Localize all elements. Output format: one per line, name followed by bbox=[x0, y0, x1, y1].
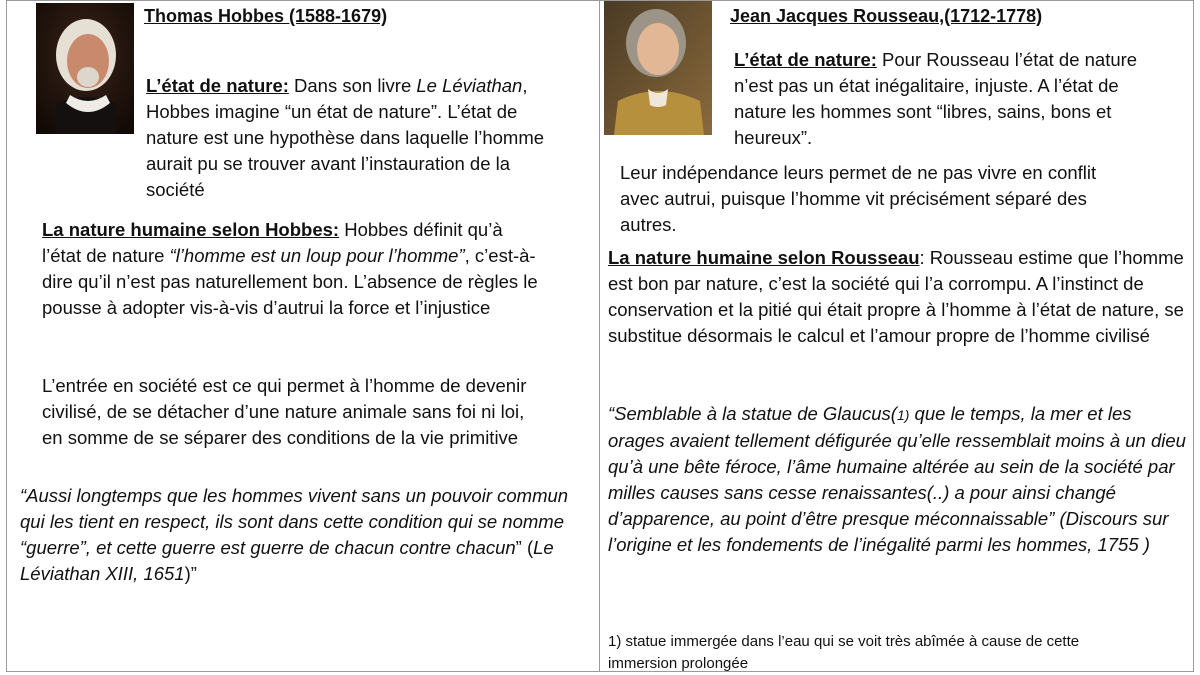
hobbes-societe: L’entrée en société est ce qui permet à l’homme de devenir civilisé, de se détacher d’une nature animale sans foi ni loi, en somme de se séparer des conditions de la vie primitive bbox=[42, 375, 527, 448]
column-divider bbox=[599, 0, 600, 672]
rousseau-portrait bbox=[604, 1, 712, 135]
footnote-ref: 1) bbox=[896, 407, 910, 423]
hobbes-nature-humaine: La nature humaine selon Hobbes: Hobbes définit qu’à l’état de nature “l’homme est un loup pour l’homme”, c’est-à-dire qu’il n’est pas naturellement bon. L’absence de règles le pousse à adopter vis-à-vis d’autrui la force et l’injustice bbox=[42, 219, 538, 318]
rousseau-nature-label: La nature humaine selon Rousseau bbox=[608, 247, 920, 268]
hobbes-nature-label: La nature humaine selon Hobbes: bbox=[42, 219, 340, 240]
rousseau-citation: “Semblable à la statue de Glaucus(1) que le temps, la mer et les orages avaient tellement défigurée qu’elle ressemblait moins à un dieu qu’à une bête féroce, l’âme humaine altérée au sein de la société par milles causes sans cesse renaissantes(..) a pour ainsi changé d’apparence, au point d’être presque méconnaissable” (Discours sur l’origine et les fondements de l’inégalité parmi les hommes, 1755 ) bbox=[608, 403, 1186, 555]
hobbes-etat-de-nature: L’état de nature: Dans son livre Le Léviathan, Hobbes imagine “un état de nature”. L’état de nature est une hypothèse dans laquelle l’homme aurait pu se trouver avant l’instauration de la société bbox=[146, 75, 545, 200]
hobbes-citation-source: Le Léviathan XIII, 1651 bbox=[20, 537, 554, 584]
rousseau-title: Jean Jacques Rousseau,(1712-1778) bbox=[730, 6, 1043, 26]
rousseau-etat-de-nature: L’état de nature: Pour Rousseau l’état de nature n’est pas un état inégalitaire, injuste. A l’état de nature les hommes sont “libres, sains, bons et heureux”. bbox=[734, 49, 1138, 148]
rousseau-independance: Leur indépendance leurs permet de ne pas vivre en conflit avec autrui, puisque l’homme vit précisément séparé des autres. bbox=[620, 162, 1097, 235]
hobbes-etat-label: L’état de nature: bbox=[146, 75, 289, 96]
rousseau-nature-humaine: La nature humaine selon Rousseau: Rousseau estime que l’homme est bon par nature, c’est la société qui l’a corrompu. A l’instinct de conservation et la pitié qui était propre à l’homme à l’état de nature, se substitue désormais le calcul et l’amour propre de l’homme civilisé bbox=[608, 247, 1184, 346]
hobbes-citation: “Aussi longtemps que les hommes vivent sans un pouvoir commun qui les tient en respect, ils sont dans cette condition qui se nomme “guerre”, et cette guerre est guerre de chacun contre chacun” (Le Léviathan XIII, 1651)” bbox=[20, 485, 569, 584]
rousseau-footnote: 1) statue immergée dans l’eau qui se voit très abîmée à cause de cette immersion prolongée bbox=[608, 633, 1080, 672]
hobbes-loup-quote: “l’homme est un loup pour l’homme” bbox=[169, 245, 465, 266]
hobbes-portrait bbox=[36, 3, 134, 134]
rousseau-etat-label: L’état de nature: bbox=[734, 49, 877, 70]
hobbes-title: Thomas Hobbes (1588-1679) bbox=[144, 6, 388, 26]
hobbes-book-title: Le Léviathan bbox=[416, 75, 523, 96]
